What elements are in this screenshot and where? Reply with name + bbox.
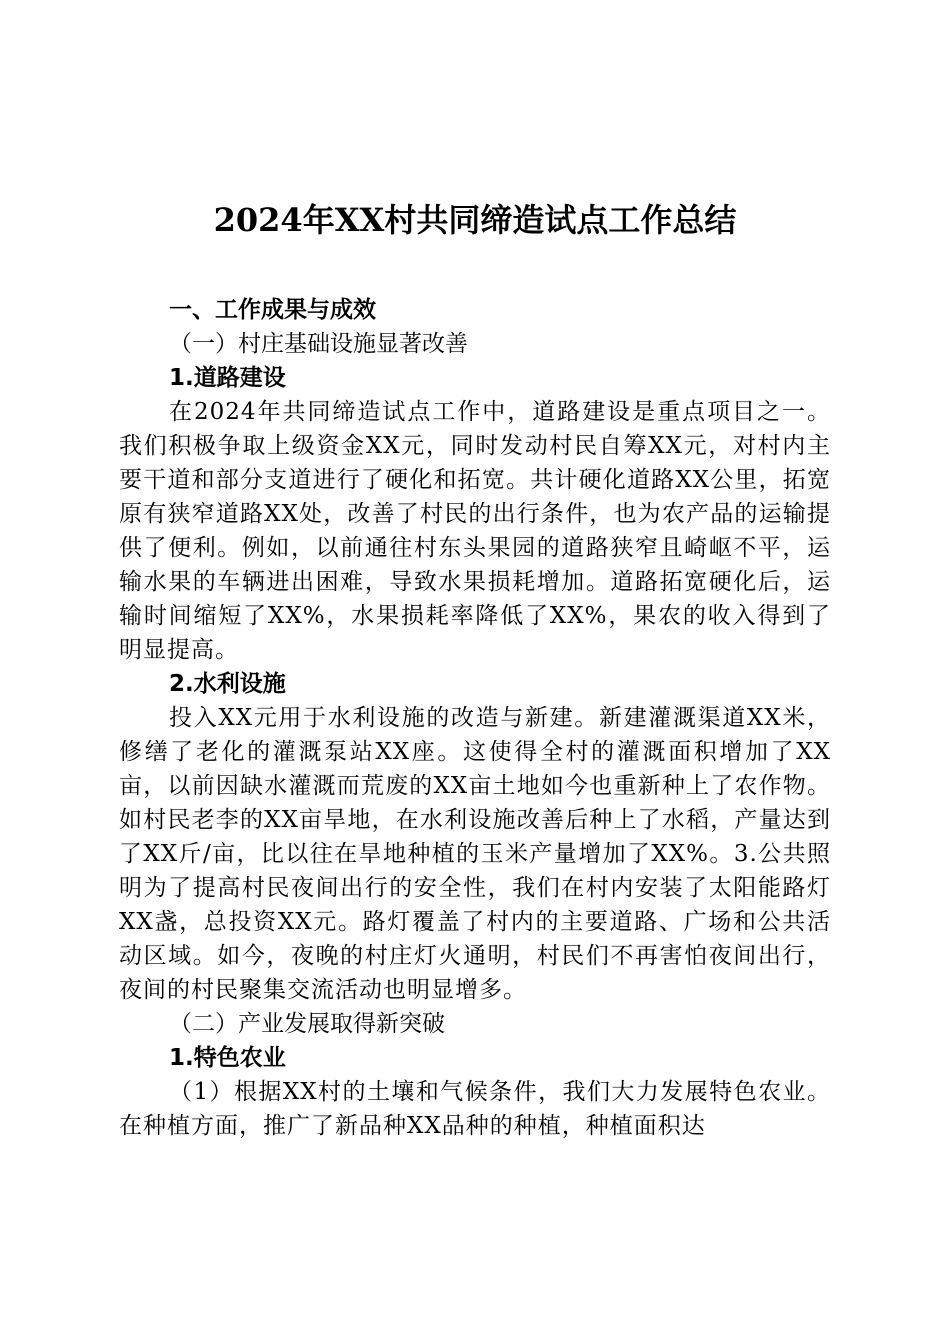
paragraph: （1）根据XX村的土壤和气候条件，我们大力发展特色农业。在种植方面，推广了新品种XX品种的种植，种植面积达 [119,1079,831,1139]
item-heading: 2.水利设施 [169,671,286,697]
item-heading: 1.道路建设 [169,365,286,391]
section-heading: 一、工作成果与成效 [169,297,376,323]
subsection-heading: （一）村庄基础设施显著改善 [169,331,468,357]
item-heading: 1.特色农业 [169,1045,286,1071]
document-title: 2024年XX村共同缔造试点工作总结 [213,201,737,239]
paragraph: 投入XX元用于水利设施的改造与新建。新建灌溉渠道XX米，修缮了老化的灌溉泵站XX座。这使得全村的灌溉面积增加了XX亩，以前因缺水灌溉而荒废的XX亩土地如今也重新种上了农作物。如村民老李的XX亩旱地，在水利设施改善后种上了水稻，产量达到了XX斤/亩，比以往在旱地种植的玉米产量增加了XX%。3.公共照明为了提高村民夜间出行的安全性，我们在村内安装了太阳能路灯XX盏，总投资XX元。路灯覆盖了村内的主要道路、广场和公共活动区域。如今，夜晚的村庄灯火通明，村民们不再害怕夜间出行，夜间的村民聚集交流活动也明显增多。 [119,705,831,1003]
subsection-heading: （二）产业发展取得新突破 [169,1011,445,1037]
document-body [119,293,831,1143]
paragraph: 在2024年共同缔造试点工作中，道路建设是重点项目之一。我们积极争取上级资金XX元，同时发动村民自筹XX元，对村内主要干道和部分支道进行了硬化和拓宽。共计硬化道路XX公里，拓宽原有狭窄道路XX处，改善了村民的出行条件，也为农产品的运输提供了便利。例如，以前通往村东头果园的道路狭窄且崎岖不平，运输水果的车辆进出困难，导致水果损耗增加。道路拓宽硬化后，运输时间缩短了XX%，水果损耗率降低了XX%，果农的收入得到了明显提高。 [119,399,831,663]
